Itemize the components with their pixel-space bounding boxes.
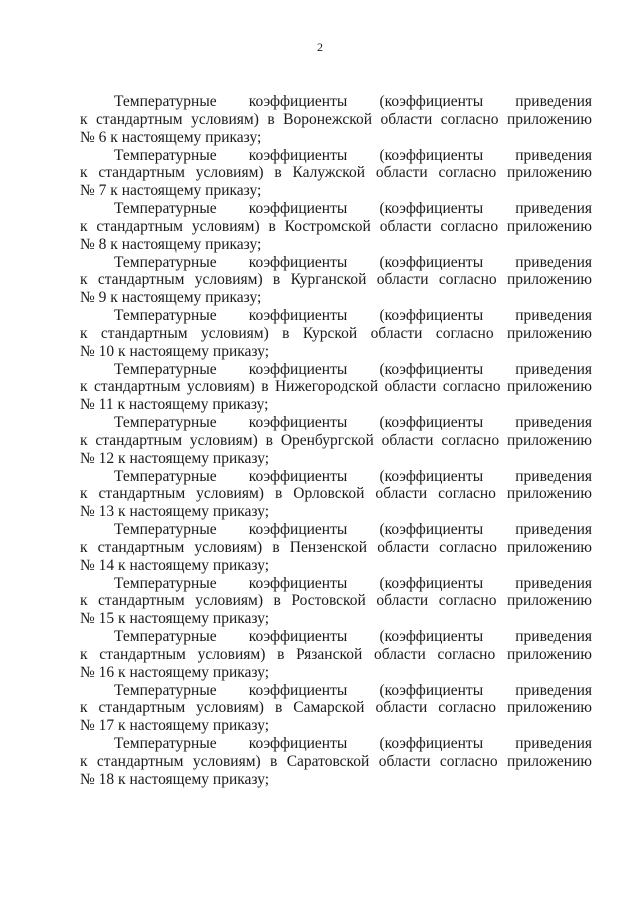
paragraph	[80, 414, 592, 468]
word: Костромской	[284, 217, 371, 235]
word: согласно	[440, 110, 499, 128]
paragraph-line-3: № 13 к настоящему приказу;	[80, 503, 270, 521]
word: к	[80, 485, 88, 503]
word: Температурные	[114, 360, 217, 378]
paragraph-line-2	[80, 753, 592, 771]
word: условиям)	[195, 592, 264, 610]
word: к	[80, 324, 88, 342]
paragraph	[80, 575, 592, 629]
word: приложению	[506, 645, 592, 663]
word: коэффициенты	[248, 146, 348, 164]
paragraph-line-1	[80, 200, 592, 218]
word: в	[282, 324, 290, 342]
word: Курганской	[290, 271, 367, 289]
word: приведения	[515, 360, 592, 378]
paragraph-line-1	[80, 468, 592, 486]
word: в	[272, 271, 281, 289]
word: условиям)	[191, 217, 260, 235]
word: стандартным	[95, 431, 183, 449]
word: в	[265, 431, 273, 449]
paragraph	[80, 628, 592, 682]
word: к	[80, 378, 88, 396]
word: к	[80, 271, 88, 289]
word: области	[378, 752, 431, 770]
word: стандартным	[98, 485, 186, 503]
paragraph	[80, 307, 592, 361]
word: Температурные	[114, 414, 217, 431]
word: согласно	[438, 485, 496, 503]
word: коэффициенты	[248, 200, 348, 217]
word: приложению	[507, 538, 592, 556]
word: приведения	[515, 307, 592, 324]
paragraph-line-3: № 7 к настоящему приказу;	[80, 182, 262, 200]
paragraph-line-2	[80, 592, 592, 610]
word: Оренбургской	[280, 431, 374, 449]
paragraph	[80, 468, 592, 522]
word: области	[370, 324, 423, 342]
paragraph-line-1	[80, 628, 592, 646]
word: Температурные	[114, 628, 217, 645]
word: (коэффициенты	[379, 93, 484, 110]
paragraph-line-3: № 10 к настоящему приказу;	[80, 342, 270, 360]
word: к	[80, 217, 88, 235]
word: согласно	[435, 324, 494, 342]
paragraph-line-1	[80, 307, 592, 325]
word: приведения	[515, 735, 592, 752]
word: условиям)	[197, 645, 266, 663]
paragraph-line-2	[80, 164, 592, 182]
paragraph-line-1	[80, 93, 592, 111]
paragraph-line-3: № 16 к настоящему приказу;	[80, 663, 270, 681]
paragraph-line-2	[80, 325, 592, 343]
word: стандартным	[96, 752, 184, 770]
word: к	[80, 645, 88, 663]
word: к	[80, 752, 88, 770]
word: коэффициенты	[248, 414, 348, 431]
word: согласно	[441, 431, 500, 449]
paragraph-line-3: № 12 к настоящему приказу;	[80, 449, 270, 467]
word: Самарской	[293, 699, 365, 717]
word: приведения	[515, 574, 592, 592]
word: в	[267, 110, 275, 128]
word: в	[274, 485, 283, 503]
paragraph-line-2	[80, 485, 592, 503]
word: приведения	[515, 521, 592, 538]
word: приложению	[506, 217, 592, 235]
paragraph	[80, 93, 592, 147]
paragraph-line-2	[80, 378, 592, 396]
word: приложению	[506, 592, 592, 610]
word: Температурные	[114, 200, 217, 217]
word: области	[375, 485, 428, 503]
word: области	[376, 592, 429, 610]
word: области	[380, 110, 433, 128]
word: согласно	[439, 752, 498, 770]
page-number: 2	[317, 40, 323, 54]
word: Пензенской	[289, 538, 368, 556]
word: условиям)	[194, 538, 263, 556]
word: Температурные	[114, 735, 217, 752]
word: (коэффициенты	[379, 360, 484, 378]
word: в	[274, 699, 283, 717]
word: приведения	[515, 200, 592, 217]
paragraph-line-2	[80, 111, 592, 129]
paragraph-line-1	[80, 735, 592, 753]
word: согласно	[440, 217, 499, 235]
word: приложению	[506, 431, 592, 449]
word: приложению	[506, 752, 592, 770]
word: (коэффициенты	[379, 467, 484, 485]
paragraph-line-2	[80, 646, 592, 664]
word: приложению	[507, 164, 592, 182]
paragraph	[80, 147, 592, 201]
word: коэффициенты	[248, 253, 348, 271]
paragraph-line-1	[80, 682, 592, 700]
paragraph-line-3: № 6 к настоящему приказу;	[80, 128, 262, 146]
word: (коэффициенты	[379, 681, 484, 699]
word: коэффициенты	[248, 467, 348, 485]
word: Саратовской	[286, 752, 370, 770]
word: Температурные	[114, 681, 217, 699]
word: в	[272, 538, 280, 556]
paragraph-line-3: № 17 к настоящему приказу;	[80, 717, 270, 735]
word: условиям)	[194, 271, 263, 289]
document-body	[80, 93, 592, 789]
word: Воронежской	[283, 110, 372, 128]
word: области	[376, 271, 429, 289]
word: коэффициенты	[248, 521, 348, 538]
word: (коэффициенты	[379, 146, 484, 164]
word: Температурные	[114, 93, 217, 110]
word: в	[268, 217, 276, 235]
paragraph	[80, 254, 592, 308]
word: приведения	[515, 467, 592, 485]
paragraph-line-1	[80, 254, 592, 272]
word: (коэффициенты	[379, 628, 484, 645]
word: приложению	[507, 699, 592, 717]
word: области	[373, 645, 426, 663]
word: приведения	[515, 253, 592, 271]
word: приведения	[515, 146, 592, 164]
word: в	[277, 645, 285, 663]
word: (коэффициенты	[379, 521, 484, 538]
word: области	[384, 378, 437, 396]
word: Температурные	[114, 146, 217, 164]
paragraph-line-2	[80, 539, 592, 557]
word: условиям)	[186, 378, 255, 396]
word: к	[80, 699, 88, 717]
word: согласно	[437, 645, 496, 663]
word: приведения	[515, 681, 592, 699]
word: области	[379, 217, 432, 235]
word: коэффициенты	[248, 681, 348, 699]
word: Температурные	[114, 307, 217, 324]
paragraph	[80, 682, 592, 736]
word: (коэффициенты	[379, 307, 484, 324]
word: коэффициенты	[248, 93, 348, 110]
word: приведения	[515, 414, 592, 431]
word: к	[80, 164, 88, 182]
word: Температурные	[114, 574, 217, 592]
word: в	[274, 164, 282, 182]
word: Нижегородской	[274, 378, 379, 396]
word: Ростовской	[291, 592, 366, 610]
word: коэффициенты	[248, 574, 348, 592]
word: в	[261, 378, 269, 396]
paragraph-line-2	[80, 218, 592, 236]
word: (коэффициенты	[379, 253, 484, 271]
word: к	[80, 538, 88, 556]
word: Температурные	[114, 467, 217, 485]
word: области	[375, 699, 428, 717]
word: приложению	[506, 378, 592, 396]
paragraph	[80, 361, 592, 415]
word: к	[80, 592, 88, 610]
word: приведения	[515, 93, 592, 110]
word: стандартным	[98, 164, 185, 182]
word: (коэффициенты	[379, 200, 484, 217]
word: области	[375, 164, 428, 182]
word: Калужской	[292, 164, 366, 182]
paragraph-line-1	[80, 147, 592, 165]
word: стандартным	[100, 324, 188, 342]
word: согласно	[438, 271, 497, 289]
word: коэффициенты	[248, 735, 348, 752]
paragraph-line-3: № 9 к настоящему приказу;	[80, 289, 262, 307]
word: приложению	[506, 271, 592, 289]
word: коэффициенты	[248, 307, 348, 324]
paragraph-line-2	[80, 271, 592, 289]
paragraph-line-3: № 18 к настоящему приказу;	[80, 770, 270, 788]
word: приложению	[506, 110, 592, 128]
word: согласно	[442, 378, 501, 396]
word: Орловской	[293, 485, 365, 503]
word: приложению	[506, 485, 592, 503]
paragraph-line-1	[80, 521, 592, 539]
word: (коэффициенты	[379, 574, 484, 592]
word: стандартным	[97, 538, 185, 556]
paragraph	[80, 200, 592, 254]
word: Курской	[302, 324, 358, 342]
word: (коэффициенты	[379, 735, 484, 752]
word: коэффициенты	[248, 628, 348, 645]
word: Рязанской	[296, 645, 363, 663]
paragraph-line-2	[80, 432, 592, 450]
paragraph-line-1	[80, 414, 592, 432]
word: условиям)	[195, 164, 264, 182]
word: стандартным	[95, 110, 183, 128]
word: условиям)	[196, 485, 264, 503]
word: (коэффициенты	[379, 414, 484, 431]
paragraph-line-3: № 15 к настоящему приказу;	[80, 610, 270, 628]
word: стандартным	[93, 378, 181, 396]
word: области	[377, 538, 430, 556]
paragraph	[80, 521, 592, 575]
word: стандартным	[96, 217, 183, 235]
paragraph-line-1	[80, 575, 592, 593]
word: коэффициенты	[248, 360, 348, 378]
word: условиям)	[200, 324, 269, 342]
paragraph-line-1	[80, 361, 592, 379]
word: приложению	[506, 324, 592, 342]
paragraph-line-3: № 8 к настоящему приказу;	[80, 235, 262, 253]
word: к	[80, 431, 88, 449]
word: условиям)	[191, 110, 259, 128]
paragraph	[80, 735, 592, 789]
word: стандартным	[98, 592, 185, 610]
paragraph-line-3: № 11 к настоящему приказу;	[80, 396, 269, 414]
word: согласно	[438, 592, 497, 610]
word: приведения	[515, 628, 592, 645]
word: условиям)	[189, 431, 258, 449]
word: области	[381, 431, 434, 449]
word: Температурные	[114, 521, 217, 538]
word: в	[270, 752, 278, 770]
word: в	[273, 592, 281, 610]
word: к	[80, 110, 88, 128]
paragraph-line-2	[80, 699, 592, 717]
paragraph-line-3: № 14 к настоящему приказу;	[80, 556, 270, 574]
word: согласно	[438, 699, 497, 717]
word: стандартным	[99, 645, 186, 663]
word: согласно	[438, 164, 497, 182]
word: согласно	[439, 538, 497, 556]
word: условиям)	[192, 752, 261, 770]
word: стандартным	[98, 699, 186, 717]
word: Температурные	[114, 253, 217, 271]
word: условиям)	[196, 699, 264, 717]
word: стандартным	[97, 271, 185, 289]
